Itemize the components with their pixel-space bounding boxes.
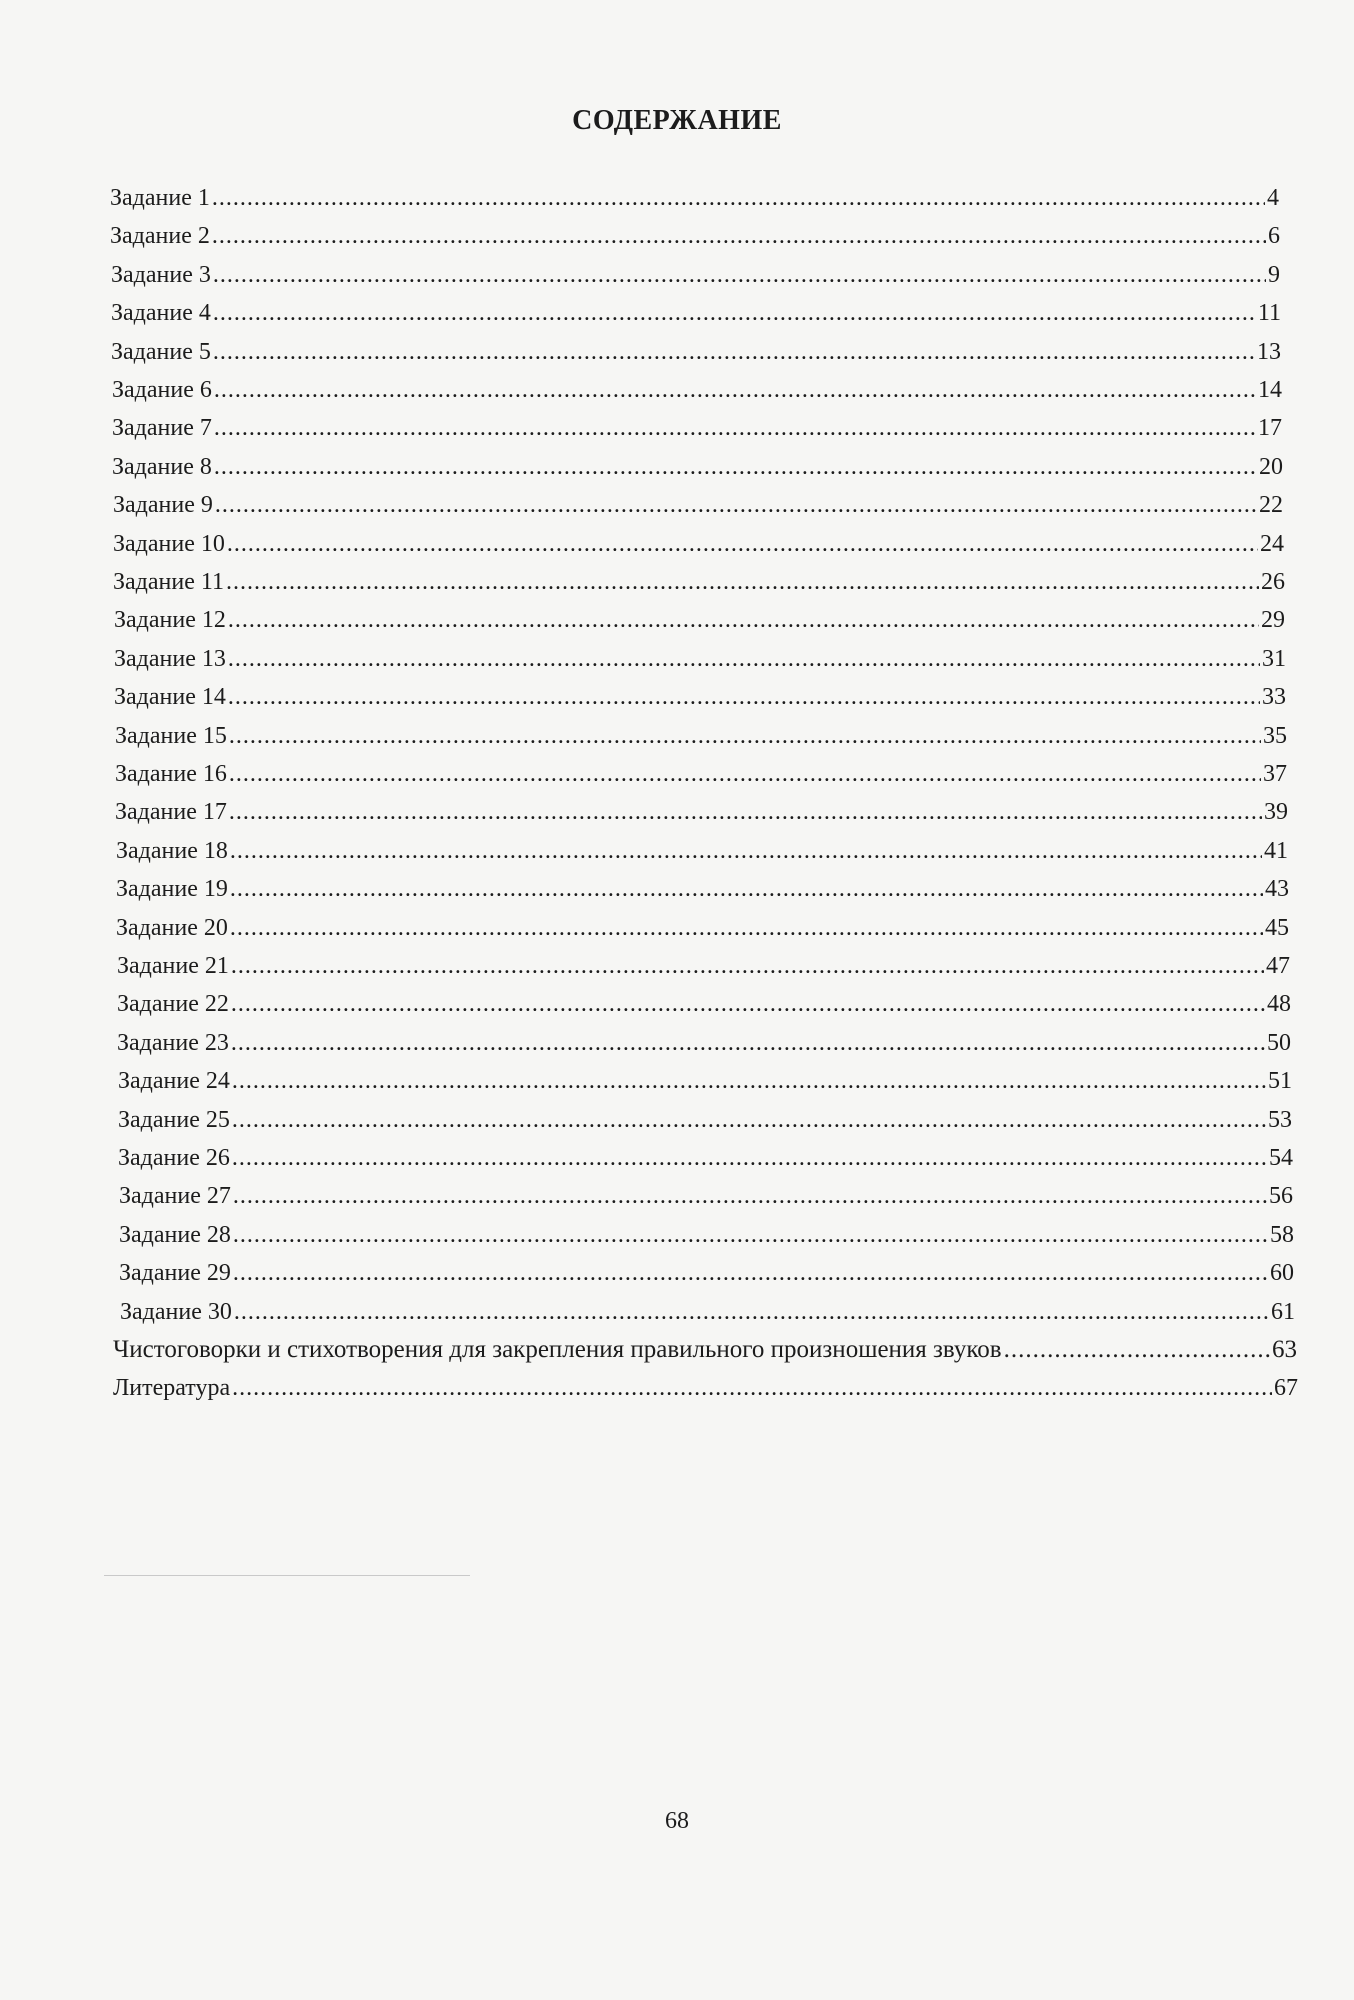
toc-entry-page: 24: [1260, 530, 1284, 557]
toc-leader-dots: [233, 1258, 1268, 1288]
toc-entry: [112, 413, 1282, 443]
toc-entry-label: Задание 2: [110, 223, 210, 250]
toc-entry-page: 9: [1268, 261, 1280, 288]
toc-entry-page: 33: [1262, 684, 1286, 711]
page-title: СОДЕРЖАНИЕ: [572, 105, 782, 136]
toc-entry-label: Задание 6: [112, 377, 212, 403]
toc-entry: [111, 298, 1281, 328]
toc-entry-label: Задание 24: [118, 1068, 230, 1095]
toc-entry-label: Задание 28: [119, 1221, 231, 1248]
toc-entry-page: 54: [1269, 1145, 1293, 1171]
toc-entry-page: 14: [1258, 377, 1282, 403]
toc-leader-dots: [233, 1181, 1267, 1211]
toc-leader-dots: [212, 221, 1266, 251]
toc-entry-page: 63: [1272, 1336, 1297, 1363]
toc-entry-label: Задание 7: [112, 415, 212, 442]
toc-entry-label: Задание 5: [111, 338, 211, 365]
toc-entry: [119, 1220, 1294, 1250]
toc-leader-dots: [231, 951, 1264, 981]
toc-entry-label: Литература: [113, 1375, 231, 1402]
toc-entry-label: Задание 8: [112, 453, 212, 480]
toc-entry: [116, 913, 1289, 943]
toc-entry: [115, 797, 1288, 827]
toc-leader-dots: [215, 490, 1257, 520]
toc-entry: [116, 836, 1288, 866]
toc-entry: [110, 221, 1280, 251]
toc-entry-label: Задание 29: [119, 1260, 231, 1287]
toc-entry-label: Задание 16: [115, 761, 227, 787]
toc-leader-dots: [213, 260, 1266, 290]
toc-entry-page: 37: [1263, 761, 1287, 787]
toc-entry-label: Задание 25: [118, 1106, 230, 1133]
toc-entry: [113, 490, 1283, 520]
toc-entry: [110, 183, 1279, 213]
toc-entry-label: Задание 1: [110, 185, 210, 211]
footnote-divider: [104, 1575, 470, 1576]
toc-entry: [119, 1258, 1294, 1288]
toc-leader-dots: [229, 797, 1262, 827]
toc-leader-dots: [227, 529, 1258, 559]
toc-entry-page: 13: [1257, 338, 1281, 365]
toc-leader-dots: [228, 682, 1260, 712]
toc-leader-dots: [212, 183, 1265, 213]
toc-entry: [115, 759, 1287, 789]
toc-leader-dots: [214, 452, 1257, 482]
toc-entry-page: 50: [1267, 1029, 1291, 1056]
toc-entry-label: Задание 9: [113, 492, 213, 519]
toc-entry-page: 47: [1266, 953, 1290, 979]
toc-entry-page: 60: [1270, 1260, 1294, 1287]
toc-leader-dots: [228, 644, 1260, 674]
toc-entry-page: 51: [1268, 1068, 1292, 1095]
toc-entry: [111, 337, 1281, 367]
toc-entry-page: 39: [1264, 799, 1288, 826]
toc-entry-label: Задание 30: [120, 1298, 232, 1325]
toc-entry-page: 56: [1269, 1183, 1293, 1210]
toc-leader-dots: [230, 874, 1263, 904]
toc-entry-label: Задание 22: [117, 991, 229, 1018]
toc-entry-page: 58: [1270, 1221, 1294, 1248]
toc-entry-page: 43: [1265, 876, 1289, 903]
toc-entry: [117, 951, 1290, 981]
toc-entry-label: Задание 23: [117, 1029, 229, 1056]
toc-entry: [111, 260, 1280, 290]
toc-entry: [119, 1181, 1293, 1211]
toc-entry: [118, 1143, 1293, 1173]
toc-entry-page: 26: [1261, 569, 1285, 595]
toc-leader-dots: [213, 337, 1255, 367]
toc-entry-label: Задание 13: [114, 645, 226, 672]
toc-entry-label: Задание 17: [115, 799, 227, 826]
toc-entry-page: 53: [1268, 1106, 1292, 1133]
toc-entry-label: Задание 4: [111, 300, 211, 327]
toc-entry: [113, 529, 1284, 559]
toc-entry-page: 67: [1274, 1375, 1298, 1402]
toc-entry: [113, 1335, 1297, 1365]
toc-entry-page: 61: [1271, 1298, 1295, 1325]
toc-entry: [117, 1028, 1291, 1058]
toc-entry: [120, 1297, 1295, 1327]
toc-leader-dots: [226, 567, 1259, 597]
toc-entry: [113, 1373, 1298, 1403]
toc-entry: [118, 1066, 1292, 1096]
toc-entry-label: Задание 14: [114, 684, 226, 711]
toc-entry-label: Задание 18: [116, 837, 228, 864]
toc-leader-dots: [231, 1028, 1265, 1058]
toc-entry-page: 4: [1267, 185, 1279, 211]
toc-leader-dots: [214, 375, 1256, 405]
toc-entry-label: Задание 3: [111, 261, 211, 288]
toc-leader-dots: [230, 913, 1263, 943]
toc-leader-dots: [214, 413, 1256, 443]
toc-entry-label: Задание 19: [116, 876, 228, 903]
toc-entry: [117, 989, 1291, 1019]
toc-leader-dots: [232, 1105, 1266, 1135]
toc-entry-page: 29: [1261, 607, 1285, 634]
toc-leader-dots: [233, 1220, 1268, 1250]
toc-entry-label: Задание 12: [114, 607, 226, 634]
toc-entry-page: 35: [1263, 722, 1287, 749]
toc-entry-page: 20: [1259, 453, 1283, 480]
toc-leader-dots: [1004, 1335, 1270, 1365]
toc-entry: [115, 721, 1287, 751]
toc-leader-dots: [229, 721, 1261, 751]
toc-leader-dots: [232, 1066, 1266, 1096]
toc-entry-label: Задание 10: [113, 530, 225, 557]
toc-entry-page: 41: [1264, 837, 1288, 864]
toc-entry-label: Задание 21: [117, 953, 229, 979]
toc-leader-dots: [232, 1143, 1267, 1173]
toc-entry-label: Задание 20: [116, 914, 228, 941]
toc-leader-dots: [232, 1373, 1272, 1403]
toc-leader-dots: [229, 759, 1261, 789]
toc-entry-label: Задание 27: [119, 1183, 231, 1210]
toc-entry-page: 22: [1259, 492, 1283, 519]
toc-entry: [113, 567, 1285, 597]
toc-entry-label: Задание 11: [113, 569, 224, 595]
toc-leader-dots: [230, 836, 1262, 866]
toc-entry-label: Задание 26: [118, 1145, 230, 1171]
toc-entry: [114, 682, 1286, 712]
toc-entry: [116, 874, 1289, 904]
toc-entry-page: 11: [1257, 300, 1281, 327]
toc-entry-label: Задание 15: [115, 722, 227, 749]
toc-leader-dots: [234, 1297, 1269, 1327]
page-number: 68: [665, 1808, 689, 1834]
toc-entry-page: 17: [1258, 415, 1282, 442]
toc-entry: [114, 644, 1286, 674]
toc-entry: [112, 375, 1282, 405]
toc-leader-dots: [213, 298, 1256, 328]
toc-entry-page: 48: [1267, 991, 1291, 1018]
toc-leader-dots: [228, 605, 1259, 635]
toc-entry-page: 45: [1265, 914, 1289, 941]
toc-entry: [112, 452, 1283, 482]
toc-entry: [118, 1105, 1292, 1135]
toc-entry-page: 6: [1268, 223, 1280, 250]
toc-entry-label: Чистоговорки и стихотворения для закрепления правильного произношения звуков: [113, 1336, 1002, 1363]
toc-leader-dots: [231, 989, 1265, 1019]
toc-entry-page: 31: [1262, 645, 1286, 672]
toc-entry: [114, 605, 1285, 635]
